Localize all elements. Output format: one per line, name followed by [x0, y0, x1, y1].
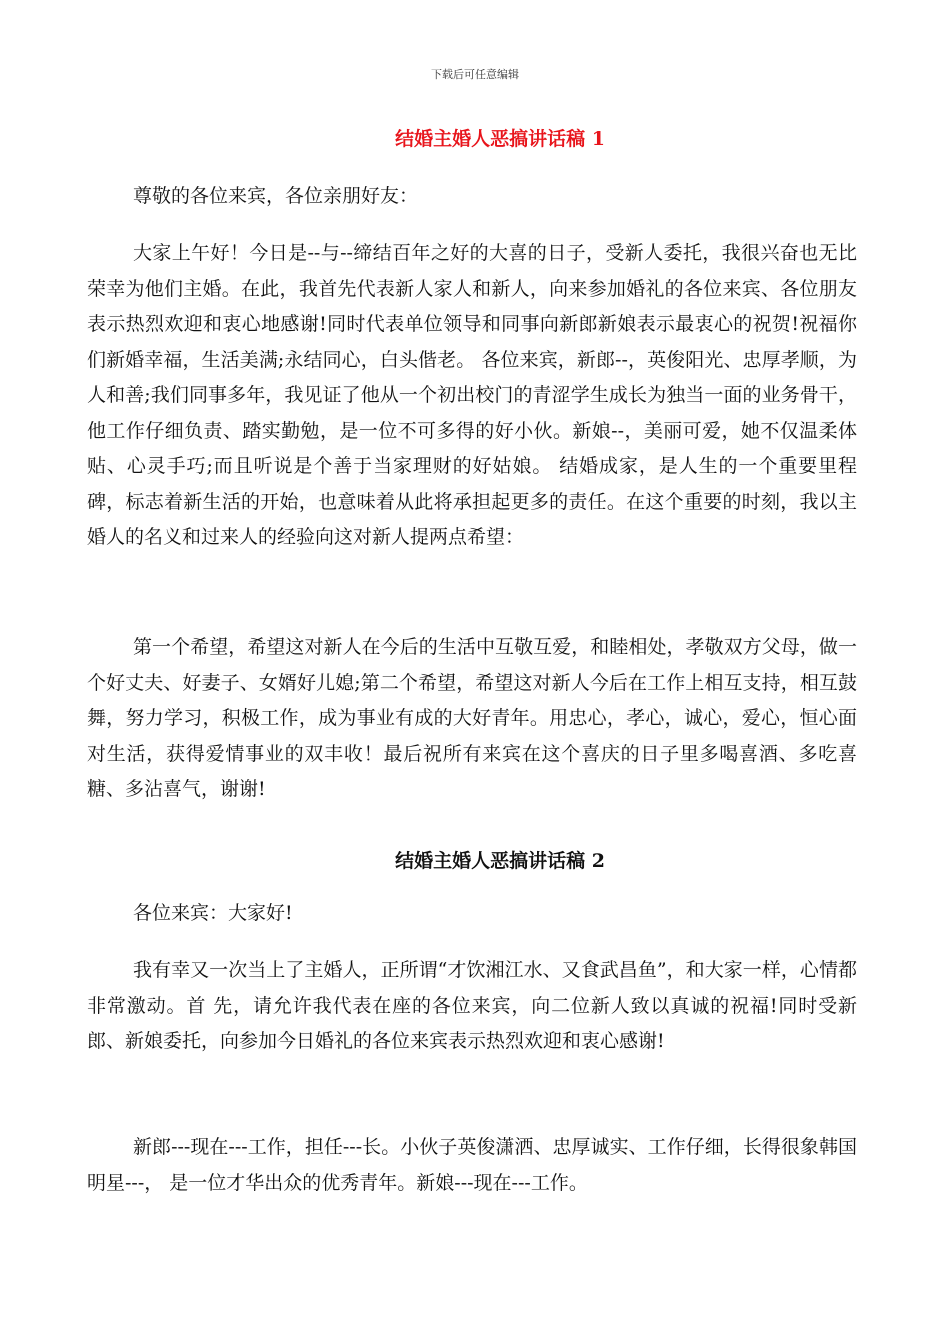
section-1-paragraph-2: 第一个希望，希望这对新人在今后的生活中互敬互爱，和睦相处，孝敬双方父母，做一个好丈夫、好妻子、女婿好儿媳;第二个希望，希望这对新人今后在工作上相互支持，相互鼓舞，努力学习，积极工作，成为事业有成的大好青年。用忠心，孝心，诚心，爱心，恒心面对生活，获得爱情事业的双丰收！最后祝所有来宾在这个喜庆的日子里多喝喜酒、多吃喜糖、多沾喜气，谢谢!: [87, 636, 857, 800]
section-2-title: 结婚主婚人恶搞讲话稿 2: [395, 850, 605, 872]
section-1-title: 结婚主婚人恶搞讲话稿 1: [395, 128, 605, 150]
section-2-paragraph-2: 新郎---现在---工作，担任---长。小伙子英俊潇洒、忠厚诚实、工作仔细，长得很象韩国明星---， 是一位才华出众的优秀青年。新娘---现在---工作。: [87, 1136, 857, 1194]
section-1-paragraph-1: 大家上午好！今日是--与--缔结百年之好的大喜的日子，受新人委托，我很兴奋也无比荣幸为他们主婚。在此，我首先代表新人家人和新人，向来参加婚礼的各位来宾、各位朋友表示热烈欢迎和衷心地感谢!同时代表单位领导和同事向新郎新娘表示最衷心的祝贺!祝福你们新婚幸福，生活美满;永结同心，白头偕老。 各位来宾，新郎--，英俊阳光、忠厚孝顺，为人和善;我们同事多年，我见证了他从一个初出校门的青涩学生成长为独当一面的业务骨干，他工作仔细负责、踏实勤勉，是一位不可多得的好小伙。新娘--，美丽可爱，她不仅温柔体贴、心灵手巧;而且听说是个善于当家理财的好姑娘。 结婚成家，是人生的一个重要里程碑，标志着新生活的开始，也意味着从此将承担起更多的责任。在这个重要的时刻，我以主婚人的名义和过来人的经验向这对新人提两点希望：: [87, 242, 857, 548]
section-2-paragraph-1: 我有幸又一次当上了主婚人，正所谓“才饮湘江水、又食武昌鱼”，和大家一样，心情都非常激动。首 先，请允许我代表在座的各位来宾，向二位新人致以真诚的祝福!同时受新郎、新娘委托，向参加今日婚礼的各位来宾表示热烈欢迎和衷心感谢!: [87, 959, 857, 1052]
header-note: 下载后可任意编辑: [431, 68, 519, 81]
section-1-greeting: 尊敬的各位来宾，各位亲朋好友：: [133, 185, 419, 207]
section-2-greeting: 各位来宾：大家好!: [133, 902, 293, 924]
